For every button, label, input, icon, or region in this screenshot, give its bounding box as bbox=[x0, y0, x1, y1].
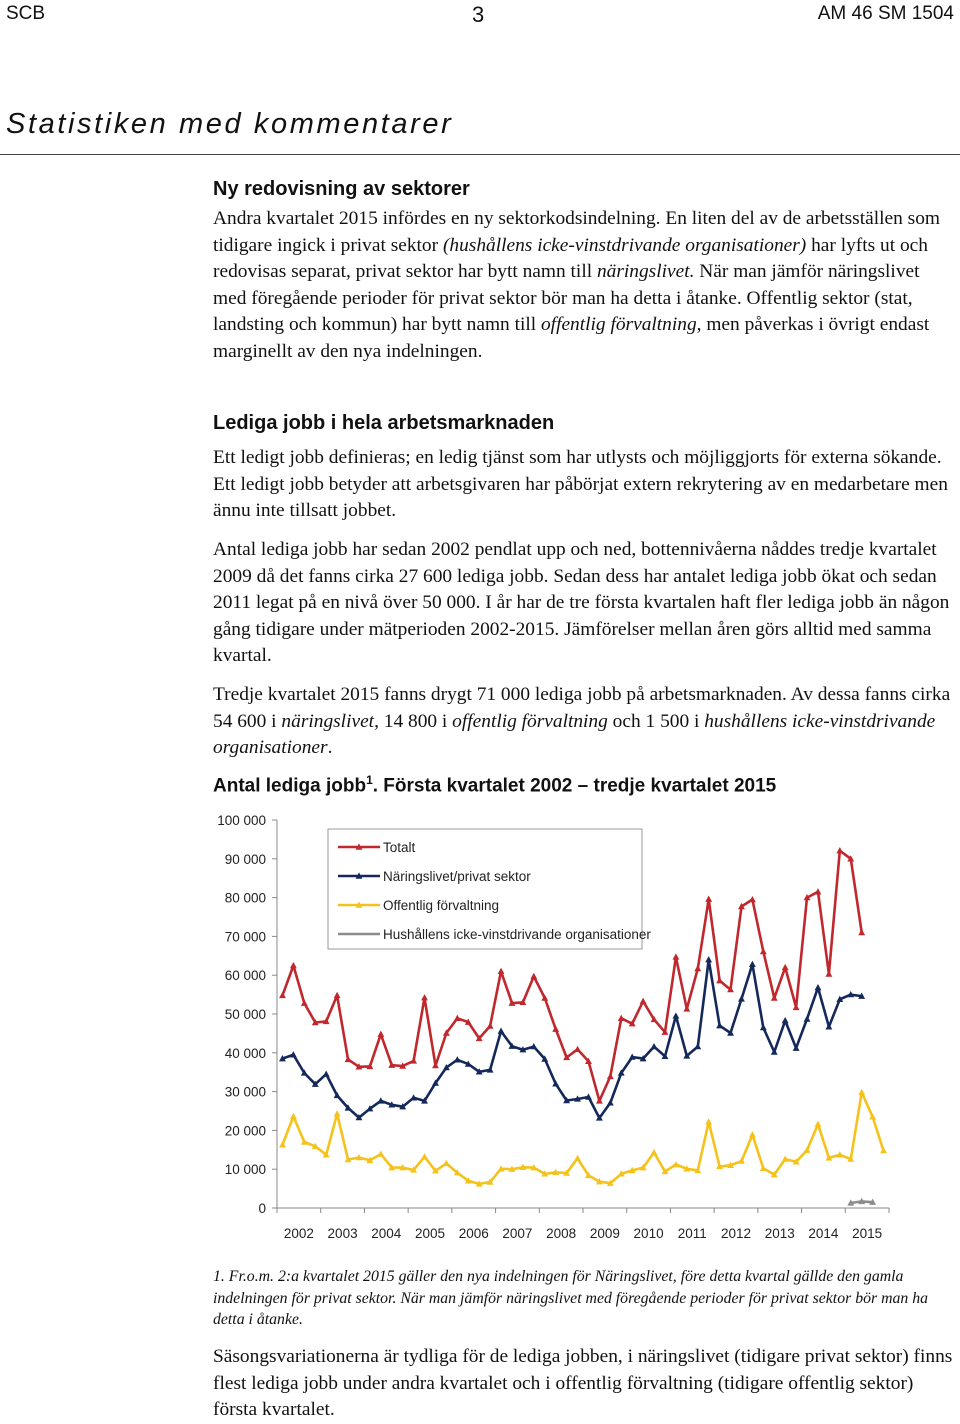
data-point-1 bbox=[738, 995, 745, 1001]
x-tick-label: 2006 bbox=[458, 1226, 489, 1241]
x-tick-label: 2015 bbox=[852, 1226, 883, 1241]
y-tick-label: 40 000 bbox=[224, 1045, 266, 1061]
x-tick-label: 2003 bbox=[327, 1226, 358, 1241]
y-tick-label: 60 000 bbox=[224, 968, 266, 984]
paragraph-seasonal: Säsongsvariationerna är tydliga för de lediga jobben, i näringslivet (tidigare privat sektor) finns flest lediga jobb under andra kvartalet och i offentlig förvaltning (tidigare offentlig sektor) första kvartalet. bbox=[213, 1346, 953, 1420]
page-number: 3 bbox=[472, 2, 485, 27]
chart-footnote: 1. Fr.o.m. 2:a kvartalet 2015 gäller den nya indelningen för Näringslivet, före detta kvartal gällde den gamla indelningen för privat sektor. När man jämför näringslivet med föregående perioder för privat sektor bör man ha detta i åtanke. bbox=[213, 1268, 929, 1328]
data-point-2 bbox=[880, 1147, 887, 1153]
section-heading-vacancies: Lediga jobb i hela arbetsmarknaden bbox=[213, 412, 555, 434]
data-point-0 bbox=[618, 1015, 625, 1021]
paragraph-sectors: Andra kvartalet 2015 infördes en ny sektorkodsindelning. En liten del av de arbetsställen som tidigare ingick i privat sektor (hushållens icke-vinstdrivande organisationer) har lyfts ut och redovisas separat, privat sektor har bytt namn till näringslivet. När man jämför näringslivet med föregående perioder för privat sektor bör man ha detta i åtanke. Offentlig sektor (stat, landsting och kommun) har bytt namn till offentlig förvaltning, men påverkas i övrigt endast marginellt av den nya indelningen. bbox=[213, 208, 940, 362]
y-tick-label: 70 000 bbox=[224, 929, 266, 945]
chart-title-footnote-ref: 1 bbox=[366, 773, 373, 787]
data-point-0 bbox=[552, 1026, 559, 1032]
data-point-1 bbox=[815, 984, 822, 990]
data-point-0 bbox=[716, 977, 723, 983]
data-point-0 bbox=[421, 994, 428, 1000]
x-tick-label: 2007 bbox=[502, 1226, 533, 1241]
y-tick-label: 90 000 bbox=[224, 851, 266, 867]
x-tick-label: 2013 bbox=[764, 1226, 795, 1241]
data-point-0 bbox=[290, 962, 297, 968]
data-point-2 bbox=[290, 1113, 297, 1119]
page-header bbox=[0, 0, 960, 28]
paragraph-definition: Ett ledigt jobb definieras; en ledig tjänst som har utlysts och möjliggjorts för externa sökande. Ett ledigt jobb betyder att arbetsgivaren har påbörjat extern rekrytering av en medarbetare men ännu inte tillsatt jobbet. bbox=[213, 447, 948, 521]
data-point-0 bbox=[498, 968, 505, 974]
vacancies-chart bbox=[200, 805, 960, 1250]
data-point-2 bbox=[705, 1118, 712, 1124]
data-point-2 bbox=[749, 1131, 756, 1137]
y-tick-label: 0 bbox=[258, 1201, 266, 1216]
data-point-0 bbox=[815, 888, 822, 894]
data-point-2 bbox=[651, 1149, 658, 1155]
data-point-0 bbox=[607, 1073, 614, 1079]
data-point-0 bbox=[530, 973, 537, 979]
x-tick-label: 2014 bbox=[808, 1226, 839, 1241]
series-line-1 bbox=[283, 960, 862, 1118]
data-point-0 bbox=[334, 992, 341, 998]
data-point-2 bbox=[574, 1155, 581, 1161]
data-point-0 bbox=[836, 847, 843, 853]
x-tick-label: 2002 bbox=[283, 1226, 314, 1241]
chart-title bbox=[213, 773, 776, 797]
data-point-1 bbox=[323, 1071, 330, 1077]
data-point-1 bbox=[672, 1012, 679, 1018]
x-tick-label: 2011 bbox=[677, 1226, 707, 1241]
data-point-1 bbox=[607, 1099, 614, 1105]
data-point-1 bbox=[749, 961, 756, 967]
y-tick-label: 20 000 bbox=[224, 1123, 266, 1139]
x-tick-label: 2005 bbox=[414, 1226, 446, 1241]
data-point-0 bbox=[782, 964, 789, 970]
legend-label: Totalt bbox=[383, 840, 416, 855]
data-point-0 bbox=[825, 970, 832, 976]
data-point-0 bbox=[345, 1056, 352, 1062]
header-series: AM 46 SM 1504 bbox=[817, 3, 954, 24]
data-point-0 bbox=[771, 994, 778, 1000]
data-point-0 bbox=[705, 896, 712, 902]
data-point-0 bbox=[749, 896, 756, 902]
x-tick-label: 2010 bbox=[633, 1226, 664, 1241]
chart-title-main: Antal lediga jobb bbox=[213, 775, 367, 797]
data-point-0 bbox=[640, 998, 647, 1004]
data-point-0 bbox=[683, 1005, 690, 1011]
vacancies-chart-svg bbox=[200, 805, 960, 1250]
legend-label: Näringslivet/privat sektor bbox=[383, 869, 531, 884]
data-point-1 bbox=[454, 1056, 461, 1062]
data-point-0 bbox=[410, 1057, 417, 1063]
data-point-2 bbox=[815, 1121, 822, 1127]
title-divider bbox=[0, 154, 960, 155]
x-tick-label: 2004 bbox=[371, 1226, 402, 1241]
data-point-1 bbox=[760, 1024, 767, 1030]
data-point-2 bbox=[377, 1150, 384, 1156]
data-point-0 bbox=[793, 1004, 800, 1010]
data-point-2 bbox=[421, 1153, 428, 1159]
legend-label: Hushållens icke-vinstdrivande organisationer bbox=[383, 927, 651, 942]
data-point-0 bbox=[574, 1046, 581, 1052]
y-tick-label: 100 000 bbox=[217, 813, 266, 828]
data-point-1 bbox=[498, 1027, 505, 1033]
data-point-0 bbox=[694, 965, 701, 971]
data-point-0 bbox=[672, 953, 679, 959]
paragraph-trend: Antal lediga jobb har sedan 2002 pendlat upp och ned, bottennivåerna nåddes tredje kvartalet 2009 då det fanns cirka 27 600 lediga jobb. Sedan dess har antalet lediga jobb ökat och sedan 2011 legat på en nivå över 50 000. I år har de tre första kvartalen haft fler lediga jobb än någon gång tidigare under mätperioden 2002-2015. Jämförelser mellan åren görs alltid med samma kvartal. bbox=[213, 539, 950, 666]
data-point-0 bbox=[377, 1031, 384, 1037]
data-point-0 bbox=[858, 929, 865, 935]
x-tick-label: 2012 bbox=[720, 1226, 752, 1241]
data-point-1 bbox=[804, 1015, 811, 1021]
data-point-1 bbox=[716, 1022, 723, 1028]
paragraph-q3: Tredje kvartalet 2015 fanns drygt 71 000 lediga jobb på arbetsmarknaden. Av dessa fanns cirka 54 600 i näringslivet, 14 800 i offentlig förvaltning och 1 500 i hushållens icke-vinstdrivande organisationer. bbox=[213, 684, 951, 758]
x-tick-label: 2008 bbox=[546, 1226, 577, 1241]
data-point-2 bbox=[858, 1089, 865, 1095]
legend-label: Offentlig förvaltning bbox=[383, 898, 500, 913]
data-point-0 bbox=[301, 1000, 308, 1006]
chart-title-rest: . Första kvartalet 2002 – tredje kvartalet 2015 bbox=[372, 775, 777, 797]
y-tick-label: 80 000 bbox=[224, 890, 266, 906]
data-point-0 bbox=[432, 1062, 439, 1068]
y-tick-label: 10 000 bbox=[224, 1162, 266, 1178]
data-point-0 bbox=[760, 948, 767, 954]
data-point-1 bbox=[782, 1017, 789, 1023]
data-point-1 bbox=[705, 956, 712, 962]
y-tick-label: 30 000 bbox=[224, 1084, 266, 1100]
x-tick-label: 2009 bbox=[589, 1226, 620, 1241]
data-point-2 bbox=[334, 1110, 341, 1116]
data-point-1 bbox=[694, 1043, 701, 1049]
page-title: Statistiken med kommentarer bbox=[6, 108, 454, 140]
section-heading-sectors: Ny redovisning av sektorer bbox=[213, 178, 470, 200]
data-point-1 bbox=[651, 1043, 658, 1049]
y-tick-label: 50 000 bbox=[224, 1007, 266, 1022]
data-point-0 bbox=[487, 1022, 494, 1028]
data-point-2 bbox=[443, 1160, 450, 1166]
header-org: SCB bbox=[6, 3, 46, 24]
data-point-2 bbox=[760, 1165, 767, 1171]
